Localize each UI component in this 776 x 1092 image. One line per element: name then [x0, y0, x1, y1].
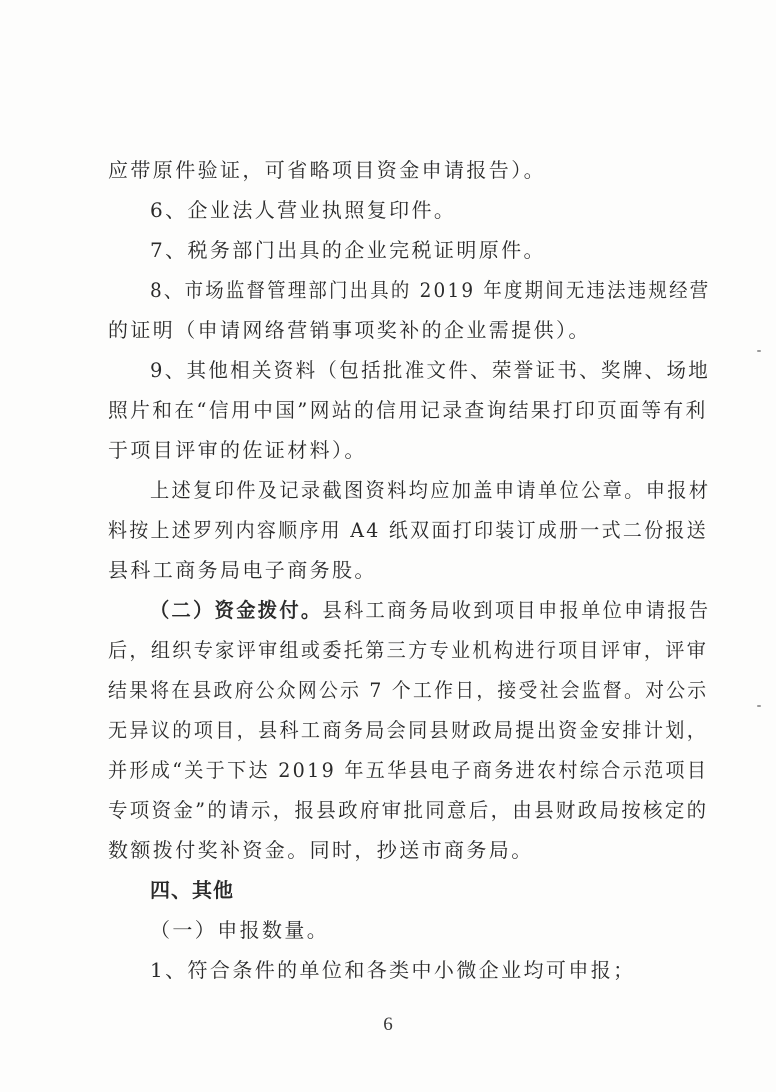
- list-item-6: 6、企业法人营业执照复印件。: [150, 198, 457, 222]
- paragraph-line: 上述复印件及记录截图资料均应加盖申请单位公章。申报材: [150, 478, 711, 502]
- list-item-9: 9、其他相关资料（包括批准文件、荣誉证书、奖牌、场地: [150, 358, 711, 382]
- paragraph-line: 县科工商务局收到项目申报单位申请报告: [322, 598, 711, 622]
- funds-subheading: （二）资金拨付。: [150, 598, 323, 622]
- paragraph-line: 料按上述罗列内容顺序用 A4 纸双面打印装订成册一式二份报送: [108, 518, 708, 542]
- paragraph-line: 结果将在县政府公众网公示 7 个工作日，接受社会监督。对公示: [108, 678, 709, 702]
- paragraph-line: 专项资金”的请示，报县政府审批同意后，由县财政局按核定的: [108, 798, 709, 822]
- paragraph-line: 应带原件验证，可省略项目资金申请报告）。: [108, 158, 546, 182]
- paragraph-line: 后，组织专家评审组或委托第三方专业机构进行项目评审，评审: [108, 638, 709, 662]
- paragraph-line: 县科工商务局电子商务股。: [108, 558, 377, 582]
- paragraph-line: 的证明（申请网络营销事项奖补的企业需提供）。: [108, 318, 591, 342]
- scan-speck: [757, 350, 761, 352]
- paragraph-line: 照片和在“信用中国”网站的信用记录查询结果打印页面等有利: [108, 398, 708, 422]
- list-item-7: 7、税务部门出具的企业完税证明原件。: [150, 238, 546, 262]
- paragraph-line: 于项目评审的佐证材料）。: [108, 438, 367, 462]
- list-item-8: 8、市场监督管理部门出具的 2019 年度期间无违法违规经营: [150, 278, 711, 302]
- paragraph-line: 数额拨付奖补资金。同时，抄送市商务局。: [108, 838, 534, 862]
- paragraph-line: 无异议的项目，县科工商务局会同县财政局提出资金安排计划，: [108, 718, 709, 742]
- subsection-heading: （一）申报数量。: [150, 918, 330, 942]
- funds-paragraph-first-line: [150, 590, 711, 630]
- scan-speck: [757, 705, 761, 707]
- list-item-1: 1、符合条件的单位和各类中小微企业均可申报；: [150, 958, 636, 982]
- paragraph-line: 并形成“关于下达 2019 年五华县电子商务进农村综合示范项目: [108, 758, 709, 782]
- page-number: 6: [383, 1014, 393, 1035]
- section-heading: 四、其他: [150, 878, 234, 902]
